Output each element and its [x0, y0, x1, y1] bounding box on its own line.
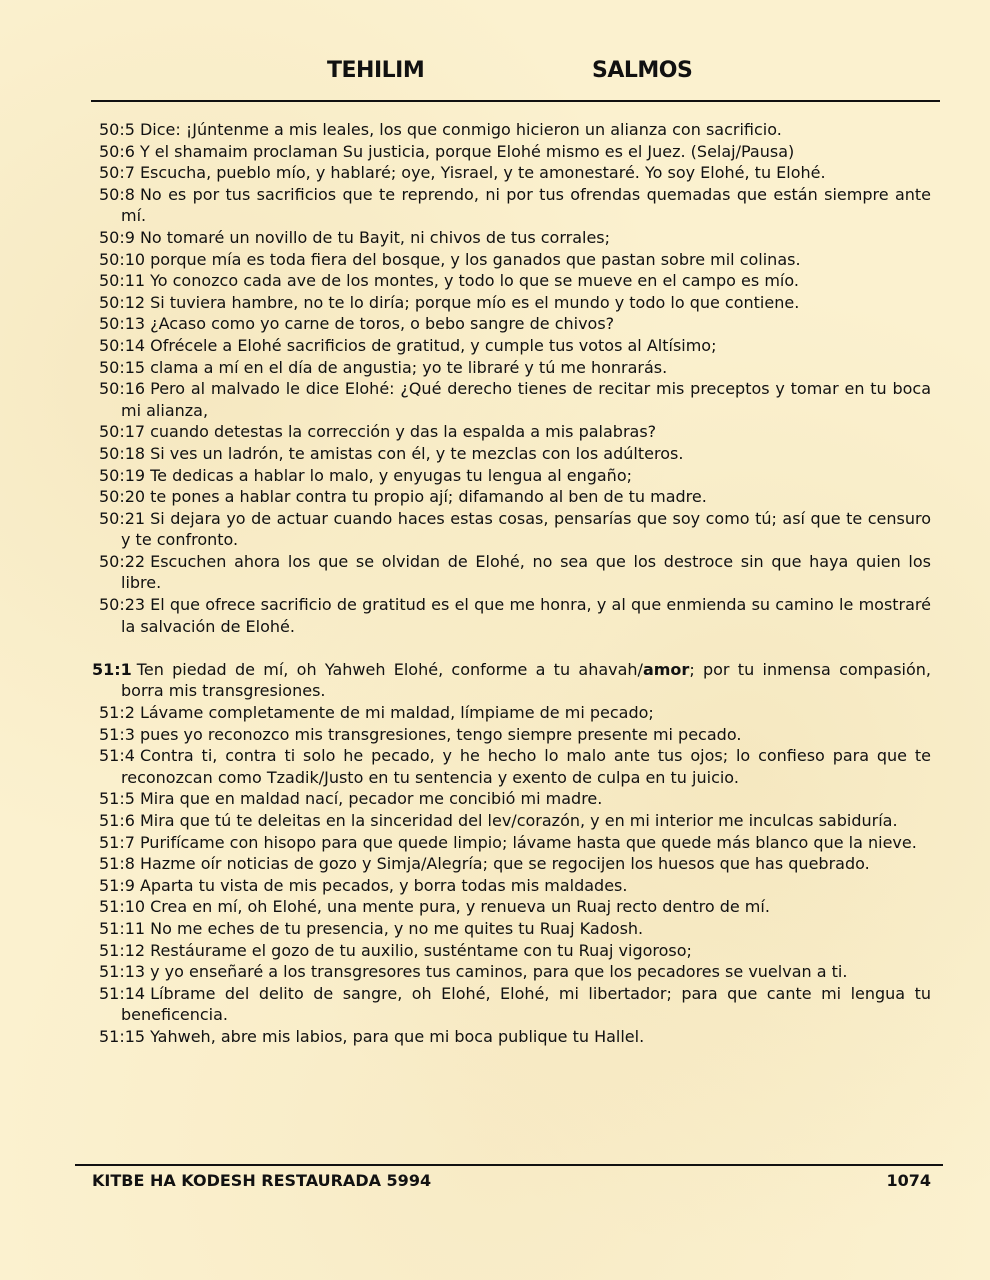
footer-page-number: 1074 [886, 1171, 931, 1190]
verse-50-19 [99, 465, 931, 487]
header-title-spanish: SALMOS [592, 58, 693, 83]
verse-text: El que ofrece sacrificio de gratitud es el que me honra, y al que enmienda su camino le mostraré la salvación de Elohé. [121, 595, 931, 636]
verse-ref: 51:6 [99, 811, 135, 830]
verse-50-7 [99, 162, 931, 184]
verse-text: No es por tus sacrificios que te reprendo, ni por tus ofrendas quemadas que están siempre ante mí. [121, 184, 931, 226]
verse-text: porque mía es toda fiera del bosque, y los ganados que pastan sobre mil colinas. [150, 249, 801, 269]
page-header [0, 58, 990, 90]
verse-51-5 [99, 788, 931, 810]
verse-ref: 51:5 [99, 789, 135, 809]
verse-51-7 [99, 832, 931, 854]
verse-text: Yo conozco cada ave de los montes, y todo lo que se mueve en el campo es mío. [150, 271, 799, 291]
verse-text: Escuchen ahora los que se olvidan de Elohé, no sea que los destroce sin que haya quien los libre. [121, 551, 931, 593]
verse-text: Aparta tu vista de mis pecados, y borra todas mis maldades. [139, 875, 628, 895]
verse-text: Dice: ¡Júntenme a mis leales, los que conmigo hicieron un alianza con sacrificio. [139, 120, 782, 139]
verse-ref: 51:7 [99, 832, 135, 852]
verse-ref: 50:17 [99, 422, 146, 442]
verse-50-6 [99, 141, 931, 163]
verse-text: clama a mí en el día de angustia; yo te libraré y tú me honrarás. [150, 357, 668, 377]
verse-51-4 [99, 745, 931, 788]
footer-book-title: KITBE HA KODESH RESTAURADA 5994 [92, 1171, 432, 1190]
verse-51-2 [99, 702, 931, 724]
verse-50-17 [99, 421, 931, 443]
page-body [92, 119, 932, 1048]
verse-ref: 51:4 [99, 746, 135, 766]
verse-ref: 50:16 [99, 379, 146, 399]
verse-50-8 [99, 184, 931, 227]
verse-text: cuando detestas la corrección y das la espalda a mis palabras? [150, 422, 657, 442]
verse-51-6 [99, 810, 931, 832]
verse-ref: 50:7 [99, 163, 135, 183]
verse-text-part1: Ten piedad de mí, oh Yahweh Elohé, conforme a tu ahavah/ [136, 659, 643, 679]
verse-50-23 [99, 594, 931, 637]
verse-ref: 51:8 [99, 854, 135, 874]
verse-ref: 50:12 [99, 292, 146, 312]
verse-text: pues yo reconozco mis transgresiones, tengo siempre presente mi pecado. [139, 724, 742, 744]
verse-ref: 51:9 [99, 875, 135, 895]
verse-51-13 [99, 961, 931, 983]
verse-ref: 50:8 [99, 184, 135, 204]
verse-text: Purifícame con hisopo para que quede limpio; lávame hasta que quede más blanco que la nieve. [139, 832, 917, 852]
verse-ref: 50:20 [99, 487, 146, 507]
verse-text: Ofrécele a Elohé sacrificios de gratitud, y cumple tus votos al Altísimo; [150, 335, 717, 355]
verse-text-part2: ; por tu inmensa compasión, borra mis transgresiones. [121, 659, 932, 701]
verse-text: No me eches de tu presencia, y no me quites tu Ruaj Kadosh. [150, 918, 644, 938]
verse-ref: 50:15 [99, 357, 146, 377]
verse-ref: 50:9 [99, 227, 135, 247]
verse-text: Mira que tú te deleitas en la sinceridad del lev/corazón, y en mi interior me inculcas sabiduría. [139, 811, 898, 830]
verse-51-14 [99, 983, 931, 1026]
verse-51-9 [99, 875, 931, 897]
verse-50-22 [99, 551, 931, 594]
verse-bold-word: amor [642, 659, 690, 679]
verse-50-5 [99, 119, 931, 141]
verse-text: Hazme oír noticias de gozo y Simja/Alegría; que se regocijen los huesos que has quebrado. [139, 854, 870, 874]
verse-50-21 [99, 508, 931, 551]
verse-text: Si tuviera hambre, no te lo diría; porque mío es el mundo y todo lo que contiene. [150, 292, 800, 312]
header-divider [91, 100, 940, 102]
verse-text: Pero al malvado le dice Elohé: ¿Qué derecho tienes de recitar mis preceptos y tomar en tu boca mi alianza, [121, 379, 931, 420]
verse-text: Lávame completamente de mi maldad, límpiame de mi pecado; [139, 703, 654, 723]
verse-ref: 50:13 [99, 314, 146, 334]
verse-text: Escucha, pueblo mío, y hablaré; oye, Yisrael, y te amonestaré. Yo soy Elohé, tu Elohé. [139, 163, 826, 183]
verse-ref: 50:18 [99, 443, 146, 463]
verse-ref: 51:13 [99, 962, 146, 982]
verse-text: Restáurame el gozo de tu auxilio, susténtame con tu Ruaj vigoroso; [150, 940, 692, 960]
verse-text: Si ves un ladrón, te amistas con él, y te mezclas con los adúlteros. [150, 443, 684, 463]
verse-ref: 51:10 [99, 897, 146, 917]
chapter-51-verses [99, 702, 931, 1048]
verse-50-13 [99, 313, 931, 335]
verse-ref: 51:1 [92, 659, 132, 679]
chapter-50-verses [99, 119, 931, 637]
verse-ref: 50:19 [99, 465, 146, 485]
chapter-gap [99, 637, 931, 659]
verse-text: ¿Acaso como yo carne de toros, o bebo sangre de chivos? [150, 314, 615, 334]
verse-ref: 50:6 [99, 141, 135, 161]
verse-ref: 50:14 [99, 335, 146, 355]
verse-50-15 [99, 357, 931, 379]
verse-ref: 50:22 [99, 551, 146, 571]
verse-51-8 [99, 853, 931, 875]
verse-ref: 50:5 [99, 120, 135, 139]
header-title-hebrew: TEHILIM [327, 58, 425, 83]
verse-ref: 51:14 [99, 983, 146, 1003]
verse-ref: 50:23 [99, 595, 146, 615]
verse-ref: 50:11 [99, 271, 146, 291]
verse-text: No tomaré un novillo de tu Bayit, ni chivos de tus corrales; [139, 227, 611, 247]
verse-ref: 50:10 [99, 249, 146, 269]
verse-ref: 51:11 [99, 918, 146, 938]
verse-text: Contra ti, contra ti solo he pecado, y he hecho lo malo ante tus ojos; lo confieso para que te reconozcan como Tzadik/Justo en tu sentencia y exento de culpa en tu juicio. [121, 746, 931, 787]
verse-text: te pones a hablar contra tu propio ají; difamando al ben de tu madre. [150, 487, 707, 507]
verse-text: Crea en mí, oh Elohé, una mente pura, y renueva un Ruaj recto dentro de mí. [150, 897, 770, 917]
verse-text: Si dejara yo de actuar cuando haces estas cosas, pensarías que soy como tú; así que te censuro y te confronto. [121, 508, 931, 550]
verse-ref: 51:15 [99, 1026, 146, 1046]
verse-50-12 [99, 292, 931, 314]
verse-50-11 [99, 270, 931, 292]
verse-text: Yahweh, abre mis labios, para que mi boca publique tu Hallel. [150, 1026, 645, 1046]
verse-50-10 [99, 249, 931, 271]
verse-text: y yo enseñaré a los transgresores tus caminos, para que los pecadores se vuelvan a ti. [150, 962, 848, 982]
verse-ref: 51:3 [99, 724, 135, 744]
verse-text: Y el shamaim proclaman Su justicia, porque Elohé mismo es el Juez. (Selaj/Pausa) [139, 141, 795, 161]
verse-50-14 [99, 335, 931, 357]
verse-ref: 51:2 [99, 703, 135, 723]
verse-ref: 51:12 [99, 940, 146, 960]
footer-divider [75, 1164, 943, 1166]
verse-ref: 50:21 [99, 508, 146, 528]
verse-text: Mira que en maldad nací, pecador me concibió mi madre. [139, 789, 603, 809]
verse-text: Te dedicas a hablar lo malo, y enyugas tu lengua al engaño; [150, 465, 632, 485]
verse-51-15 [99, 1026, 931, 1048]
verse-51-10 [99, 896, 931, 918]
verse-50-20 [99, 486, 931, 508]
verse-50-18 [99, 443, 931, 465]
verse-51-1 [92, 659, 931, 702]
verse-51-12 [99, 940, 931, 962]
verse-51-3 [99, 724, 931, 746]
verse-51-11 [99, 918, 931, 940]
verse-text: Líbrame del delito de sangre, oh Elohé, Elohé, mi libertador; para que cante mi lengua tu beneficencia. [121, 983, 931, 1025]
verse-50-9 [99, 227, 931, 249]
verse-50-16 [99, 378, 931, 421]
